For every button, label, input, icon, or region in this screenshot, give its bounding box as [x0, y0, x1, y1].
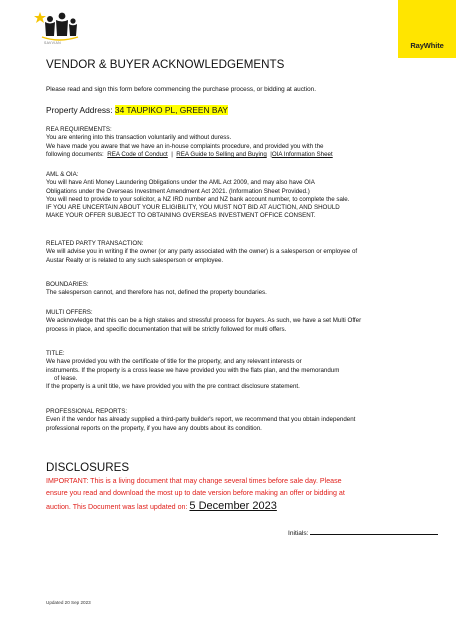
professional-reports-heading: PROFESSIONAL REPORTS: [46, 408, 128, 415]
initials-label: Initials: [288, 530, 309, 537]
raywhite-logo-text: RayWhite [410, 41, 444, 50]
title-section [46, 350, 426, 391]
professional-reports-line: Even if the vendor has already supplied a third-party builder's report, we recommend that you obtain independent [46, 416, 356, 424]
disclosures-line: ensure you read and download the most up to date version before making an offer or bidding at [46, 489, 345, 498]
boundaries-section [46, 281, 426, 298]
page-title: VENDOR & BUYER ACKNOWLEDGEMENTS [46, 58, 285, 71]
title-line: If the property is a unit title, we have provided you with the pre contract disclosure statement. [46, 383, 300, 391]
raywhite-logo [398, 0, 456, 58]
rea-docs-prefix: following documents: [46, 150, 104, 158]
footer-updated-text: Updated 20 Sep 2023 [46, 600, 91, 605]
oia-information-sheet-link[interactable]: OIA Information Sheet [271, 150, 333, 158]
professional-reports-section [46, 408, 426, 433]
initials-field[interactable] [288, 527, 438, 537]
property-address-label: Property Address: [46, 105, 113, 115]
property-address [46, 105, 228, 115]
title-line: of lease. [54, 374, 78, 382]
rea-line-2: We have made you aware that we have an in-house complaints procedure, and provided you with the [46, 142, 324, 150]
disclosures-line [46, 500, 446, 513]
separator: | [270, 150, 272, 158]
disclosures-notice [46, 475, 446, 513]
aml-line: IF YOU ARE UNCERTAIN ABOUT YOUR ELIGIBILITY, YOU MUST NOT BID AT AUCTION, AND SHOULD [46, 204, 340, 212]
multi-offers-section [46, 309, 426, 334]
aml-line: You will need to provide to your solicitor, a NZ IRD number and NZ bank account number, to complete the sale. [46, 195, 350, 203]
logo-caption: SAVVIAN [44, 41, 62, 45]
professional-reports-line: professional reports on the property, if you have any doubts about its condition. [46, 424, 262, 432]
disclosures-updated-label: auction. This Document was last updated on: [46, 502, 188, 511]
last-updated-date: 5 December 2023 [189, 499, 277, 512]
rea-guide-link[interactable]: REA Guide to Selling and Buying [176, 150, 267, 158]
related-party-line: We will advise you in writing if the owner (or any party associated with the owner) is a salesperson or employee of [46, 248, 358, 256]
aml-section [46, 171, 426, 221]
separator: | [171, 150, 173, 158]
disclosures-line: IMPORTANT: This is a living document that may change several times before sale day. Please [46, 477, 342, 485]
rea-code-of-conduct-link[interactable]: REA Code of Conduct [107, 150, 168, 158]
aml-heading: AML & OIA: [46, 171, 79, 178]
title-heading: TITLE: [46, 350, 65, 357]
initials-signature-line[interactable] [310, 527, 438, 535]
aml-line: MAKE YOUR OFFER SUBJECT TO OBTAINING OVERSEAS INVESTMENT OFFICE CONSENT. [46, 212, 316, 220]
rea-line-3 [46, 151, 426, 159]
boundaries-heading: BOUNDARIES: [46, 281, 89, 288]
boundaries-line: The salesperson cannot, and therefore has not, defined the property boundaries. [46, 289, 267, 297]
aml-line: You will have Anti Money Laundering Obligations under the AML Act 2009, and may also have OIA [46, 179, 315, 187]
related-party-section [46, 240, 426, 265]
aml-line: Obligations under the Overseas Investment Amendment Act 2021. (Information Sheet Provided.) [46, 187, 310, 195]
rea-line-1: You are entering into this transaction voluntarily and without duress. [46, 134, 232, 142]
property-address-value: 34 TAUPIKO PL, GREEN BAY [114, 105, 229, 115]
rea-section [46, 126, 426, 159]
title-line: instruments. If the property is a cross lease we have provided you with the flats plan, and the memorandum [46, 366, 340, 374]
multi-offers-line: process in place, and specific documentation that will be strictly followed for multi offers. [46, 325, 287, 333]
title-line: We have provided you with the certificate of title for the property, and any relevant interests or [46, 358, 302, 366]
multi-offers-heading: MULTI OFFERS: [46, 309, 93, 316]
rea-heading: REA REQUIREMENTS: [46, 126, 112, 133]
related-party-line: Austar Realty or is related to any such salesperson or employee. [46, 256, 224, 264]
related-party-heading: RELATED PARTY TRANSACTION: [46, 240, 144, 247]
multi-offers-line: We acknowledge that this can be a high stakes and stressful process for buyers. As such, we have a set Multi Offer [46, 317, 362, 325]
disclosures-heading: DISCLOSURES [46, 461, 130, 474]
intro-text: Please read and sign this form before commencing the purchase process, or bidding at auction. [46, 86, 316, 93]
